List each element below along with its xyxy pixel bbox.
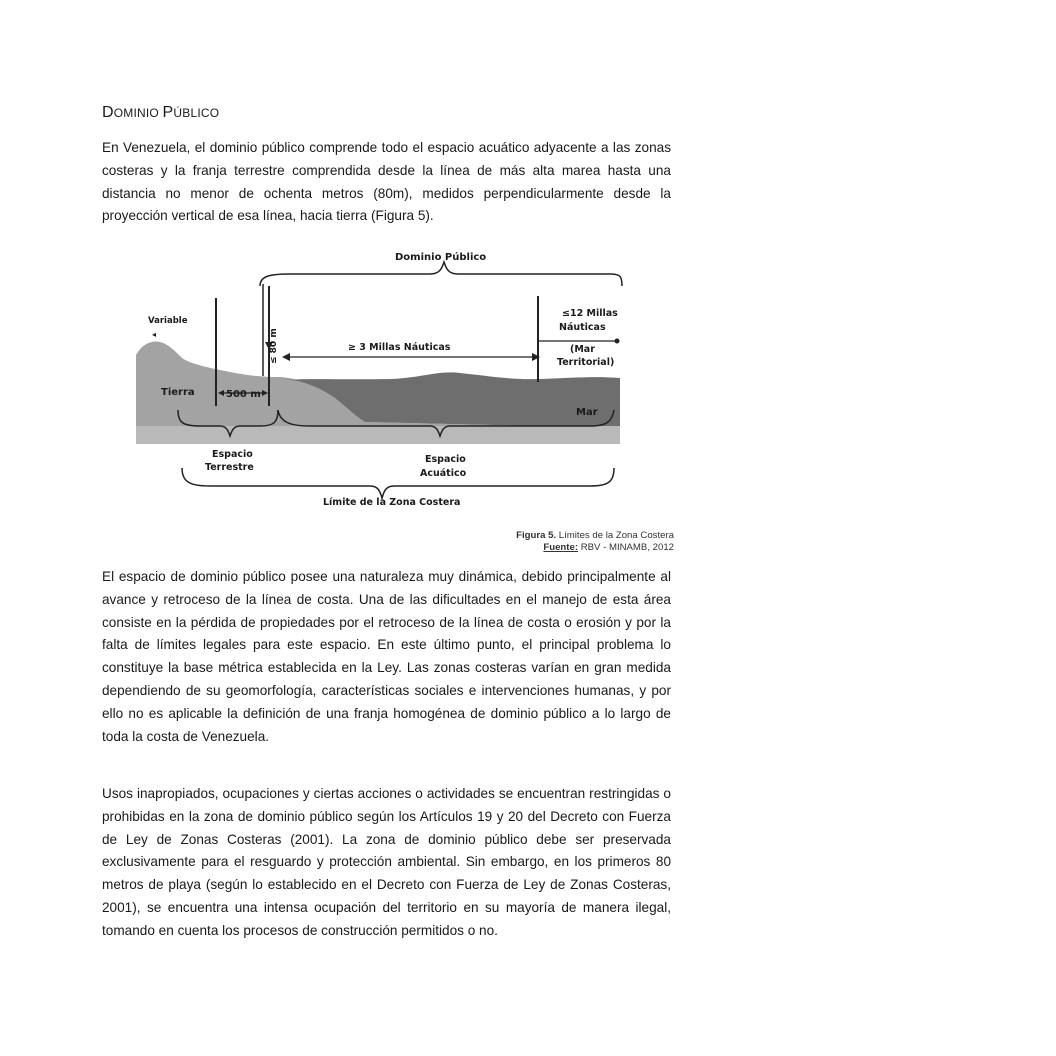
- coastal-zone-diagram: [130, 246, 630, 518]
- label-mar: Mar: [576, 407, 598, 418]
- label-espacio-terrestre-1: Espacio: [212, 449, 253, 460]
- section-heading: [102, 104, 219, 122]
- heading-initial-2: P: [162, 104, 174, 121]
- label-limite-zona-costera: Límite de la Zona Costera: [323, 497, 461, 508]
- label-espacio-terrestre-2: Terrestre: [205, 462, 254, 473]
- label-3-millas: ≥ 3 Millas Náuticas: [348, 342, 451, 353]
- figure-caption: [516, 530, 674, 554]
- caption-source: RBV - MINAMB, 2012: [578, 542, 674, 553]
- label-espacio-acuatico-2: Acuático: [420, 468, 467, 479]
- paragraph-dynamics: El espacio de dominio público posee una naturaleza muy dinámica, debido principalmente al avance y retroceso de la línea de costa. Una de las dificultades en el manejo de esta área consiste en la pérdida de propiedades por el retroceso de la línea de costa o erosión y por la falta de límites legales para este espacio. En este último punto, el principal problema lo constituye la base métrica establecida en la Ley. Las zonas costeras varían en gran medida dependiendo de su geomorfología, características sociales e intervenciones humanas, y por ello no es aplicable la definición de una franja homogénea de dominio público a lo largo de toda la costa de Venezuela.: [102, 569, 671, 744]
- label-dominio-publico: Dominio Público: [395, 252, 487, 263]
- label-mar-territorial-2: Territorial): [557, 357, 615, 368]
- label-500m: 500 m: [226, 389, 261, 400]
- label-12-millas: ≤12 Millas: [562, 308, 618, 319]
- caption-title: Límites de la Zona Costera: [556, 530, 674, 541]
- label-espacio-acuatico-1: Espacio: [425, 454, 466, 465]
- heading-rest-1: OMINIO: [113, 106, 163, 120]
- paragraph-uses: Usos inapropiados, ocupaciones y ciertas acciones o actividades se encuentran restringidas o prohibidas en la zona de dominio público según los Artículos 19 y 20 del Decreto con Fuerza de Ley de Zonas Costeras (2001). La zona de dominio público debe ser preservada exclusivamente para el resguardo y protección ambiental. Sin embargo, en los primeros 80 metros de playa (según lo establecido en el Decreto con Fuerza de Ley de Zonas Costeras, 2001), se encuentra una intensa ocupación del territorio en su mayoría de manera ilegal, tomando en cuenta los procesos de construcción permitidos o no.: [102, 786, 671, 938]
- heading-initial-1: D: [102, 104, 114, 121]
- label-nauticas: Náuticas: [559, 322, 606, 333]
- heading-rest-2: ÚBLICO: [173, 106, 220, 120]
- caption-source-label: Fuente:: [543, 542, 579, 553]
- paragraph-intro: En Venezuela, el dominio público comprende todo el espacio acuático adyacente a las zonas costeras y la franja terrestre comprendida desde la línea de más alta marea hasta una distancia no menor de ochenta metros (80m), medidos perpendicularmente desde la proyección vertical de esa línea, hacia tierra (Figura 5).: [102, 140, 671, 224]
- arrow-left-icon: ◂: [152, 330, 157, 339]
- caption-label: Figura 5.: [516, 530, 557, 541]
- label-tierra: Tierra: [161, 387, 195, 398]
- label-80m: ≤ 80 m: [269, 328, 279, 364]
- label-mar-territorial-1: (Mar: [570, 344, 595, 355]
- dominio-brace: [260, 262, 622, 286]
- label-variable: Variable: [148, 316, 188, 326]
